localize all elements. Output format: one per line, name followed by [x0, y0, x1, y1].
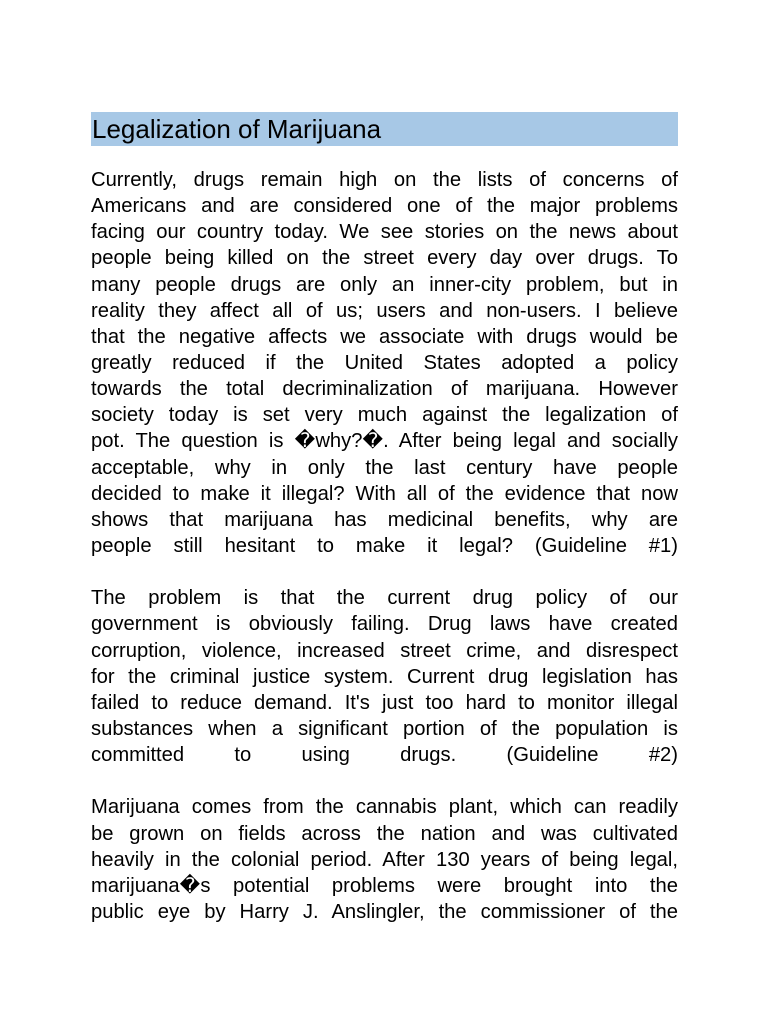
paragraph-line: public eye by Harry J. Anslingler, the commissioner of the [91, 900, 678, 923]
paragraph-line: for the criminal justice system. Current drug legislation has [91, 665, 678, 688]
paragraph-line: acceptable, why in only the last century have people [91, 456, 678, 479]
paragraph-3 [91, 794, 678, 925]
document-page [91, 112, 678, 925]
paragraph-2 [91, 585, 678, 768]
paragraph-spacer [91, 559, 678, 585]
paragraph-line: that the negative affects we associate with drugs would be [91, 325, 678, 348]
paragraph-1 [91, 167, 678, 559]
paragraph-line: committed to using drugs. (Guideline #2) [91, 744, 678, 767]
paragraph-line: be grown on fields across the nation and was cultivated [91, 822, 678, 845]
paragraph-line: Americans and are considered one of the major problems [91, 195, 678, 218]
paragraph-spacer [91, 768, 678, 794]
paragraph-line: failed to reduce demand. It's just too hard to monitor illegal [91, 691, 678, 714]
document-title-highlight [91, 112, 678, 146]
paragraph-line: people being killed on the street every day over drugs. To [91, 247, 678, 270]
paragraph-line: The problem is that the current drug policy of our [91, 587, 678, 610]
paragraph-line: pot. The question is �why?�. After being legal and socially [91, 430, 678, 453]
paragraph-line: shows that marijuana has medicinal benefits, why are [91, 508, 678, 531]
paragraph-line: Currently, drugs remain high on the lists of concerns of [91, 169, 678, 191]
paragraph-line: society today is set very much against the legalization of [91, 404, 678, 427]
paragraph-line: facing our country today. We see stories on the news about [91, 221, 678, 244]
paragraph-line: Marijuana comes from the cannabis plant, which can readily [91, 796, 678, 819]
paragraph-line: marijuana�s potential problems were brought into the [91, 874, 678, 897]
paragraph-line: many people drugs are only an inner-city problem, but in [91, 273, 678, 296]
document-title: Legalization of Marijuana [92, 114, 382, 144]
paragraph-line: towards the total decriminalization of marijuana. However [91, 378, 678, 401]
paragraph-line: government is obviously failing. Drug laws have created [91, 613, 678, 636]
paragraph-line: heavily in the colonial period. After 130 years of being legal, [91, 848, 678, 871]
paragraph-line: decided to make it illegal? With all of the evidence that now [91, 482, 678, 505]
paragraph-line: substances when a significant portion of the population is [91, 717, 678, 740]
paragraph-line: corruption, violence, increased street crime, and disrespect [91, 639, 678, 662]
document-body [91, 167, 678, 925]
paragraph-line: greatly reduced if the United States adopted a policy [91, 351, 678, 374]
paragraph-line: reality they affect all of us; users and non-users. I believe [91, 299, 678, 322]
paragraph-line: people still hesitant to make it legal? (Guideline #1) [91, 534, 678, 557]
